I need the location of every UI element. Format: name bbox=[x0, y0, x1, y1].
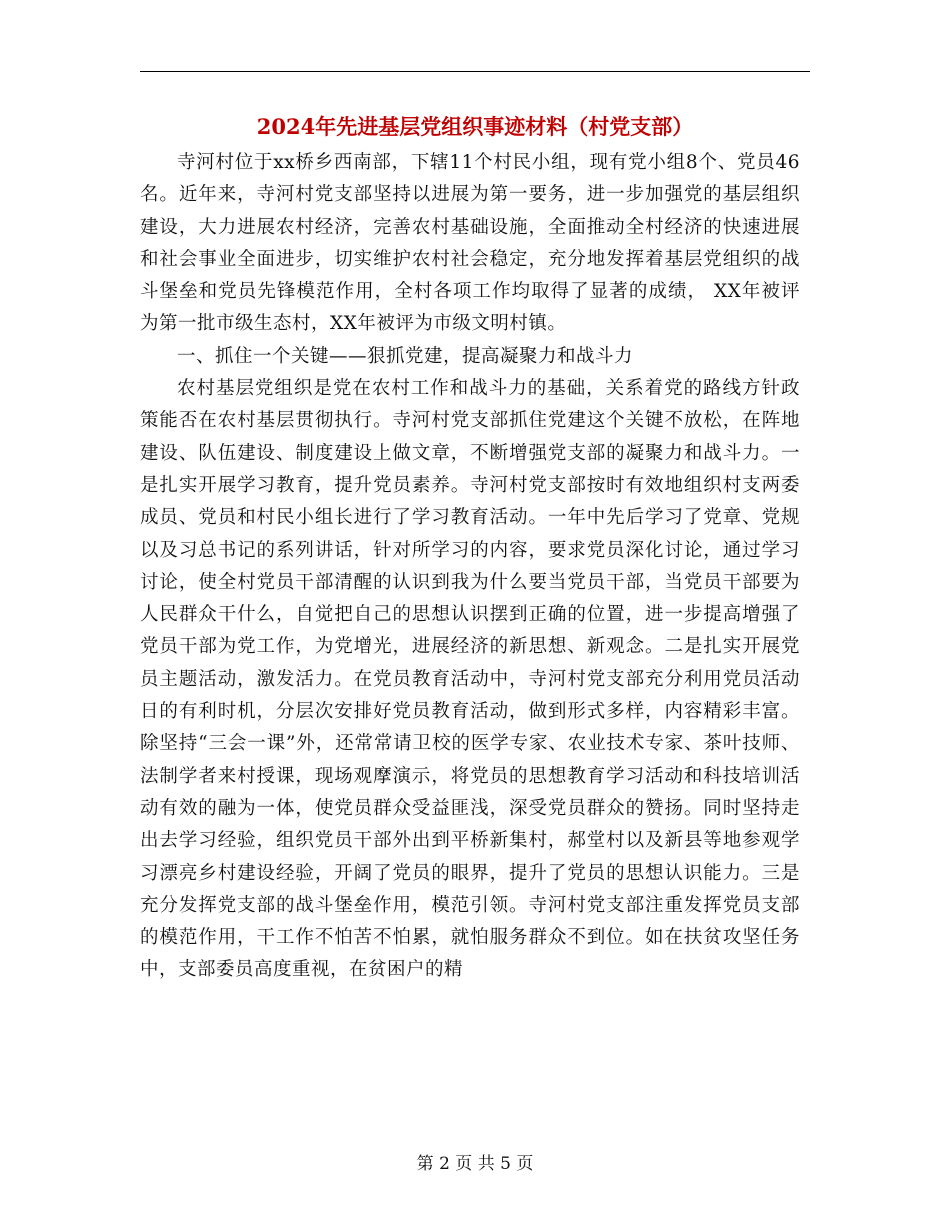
document-body bbox=[140, 147, 800, 987]
paragraph-section-1: 农村基层党组织是党在农村工作和战斗力的基础，关系着党的路线方针政策能否在农村基层贯彻执行。寺河村党支部抓住党建这个关键不放松，在阵地建设、队伍建设、制度建设上做文章，不断增强党支部的凝聚力和战斗力。一是扎实开展学习教育，提升党员素养。寺河村党支部按时有效地组织村支两委成员、党员和村民小组长进行了学习教育活动。一年中先后学习了党章、党规以及习总书记的系列讲话，针对所学习的内容，要求党员深化讨论，通过学习讨论，使全村党员干部清醒的认识到我为什么要当党员干部，当党员干部要为人民群众干什么，自觉把自己的思想认识摆到正确的位置，进一步提高增强了党员干部为党工作，为党增光，进展经济的新思想、新观念。二是扎实开展党员主题活动，激发活力。在党员教育活动中，寺河村党支部充分利用党员活动日的有利时机，分层次安排好党员教育活动，做到形式多样，内容精彩丰富。除坚持“三会一课”外，还常常请卫校的医学专家、农业技术专家、茶叶技师、法制学者来村授课，现场观摩演示，将党员的思想教育学习活动和科技培训活动有效的融为一体，使党员群众受益匪浅，深受党员群众的赞扬。同时坚持走出去学习经验，组织党员干部外出到平桥新集村，郝堂村以及新县等地参观学习漂亮乡村建设经验，开阔了党员的眼界，提升了党员的思想认识能力。三是充分发挥党支部的战斗堡垒作用，模范引领。寺河村党支部注重发挥党员支部的模范作用，干工作不怕苦不怕累，就怕服务群众不到位。如在扶贫攻坚任务中，支部委员高度重视，在贫困户的精 bbox=[140, 378, 800, 981]
page-number: 第 2 页 共 5 页 bbox=[416, 1154, 534, 1174]
document-title: 2024年先进基层党组织事迹材料（村党支部） bbox=[256, 114, 694, 139]
header-rule bbox=[140, 71, 810, 72]
section-heading-1: 一、抓住一个关键——狠抓党建，提高凝聚力和战斗力 bbox=[177, 345, 634, 367]
paragraph-intro: 寺河村位于xx桥乡西南部，下辖11个村民小组，现有党小组8个、党员46名。近年来，寺河村党支部坚持以进展为第一要务，进一步加强党的基层组织建设，大力进展农村经济，完善农村基础设施，全面推动全村经济的快速进展和社会事业全面进步，切实维护农村社会稳定，充分地发挥着基层党组织的战斗堡垒和党员先锋模范作用，全村各项工作均取得了显著的成绩， XX年被评为第一批市级生态村，XX年被评为市级文明村镇。 bbox=[140, 152, 800, 335]
